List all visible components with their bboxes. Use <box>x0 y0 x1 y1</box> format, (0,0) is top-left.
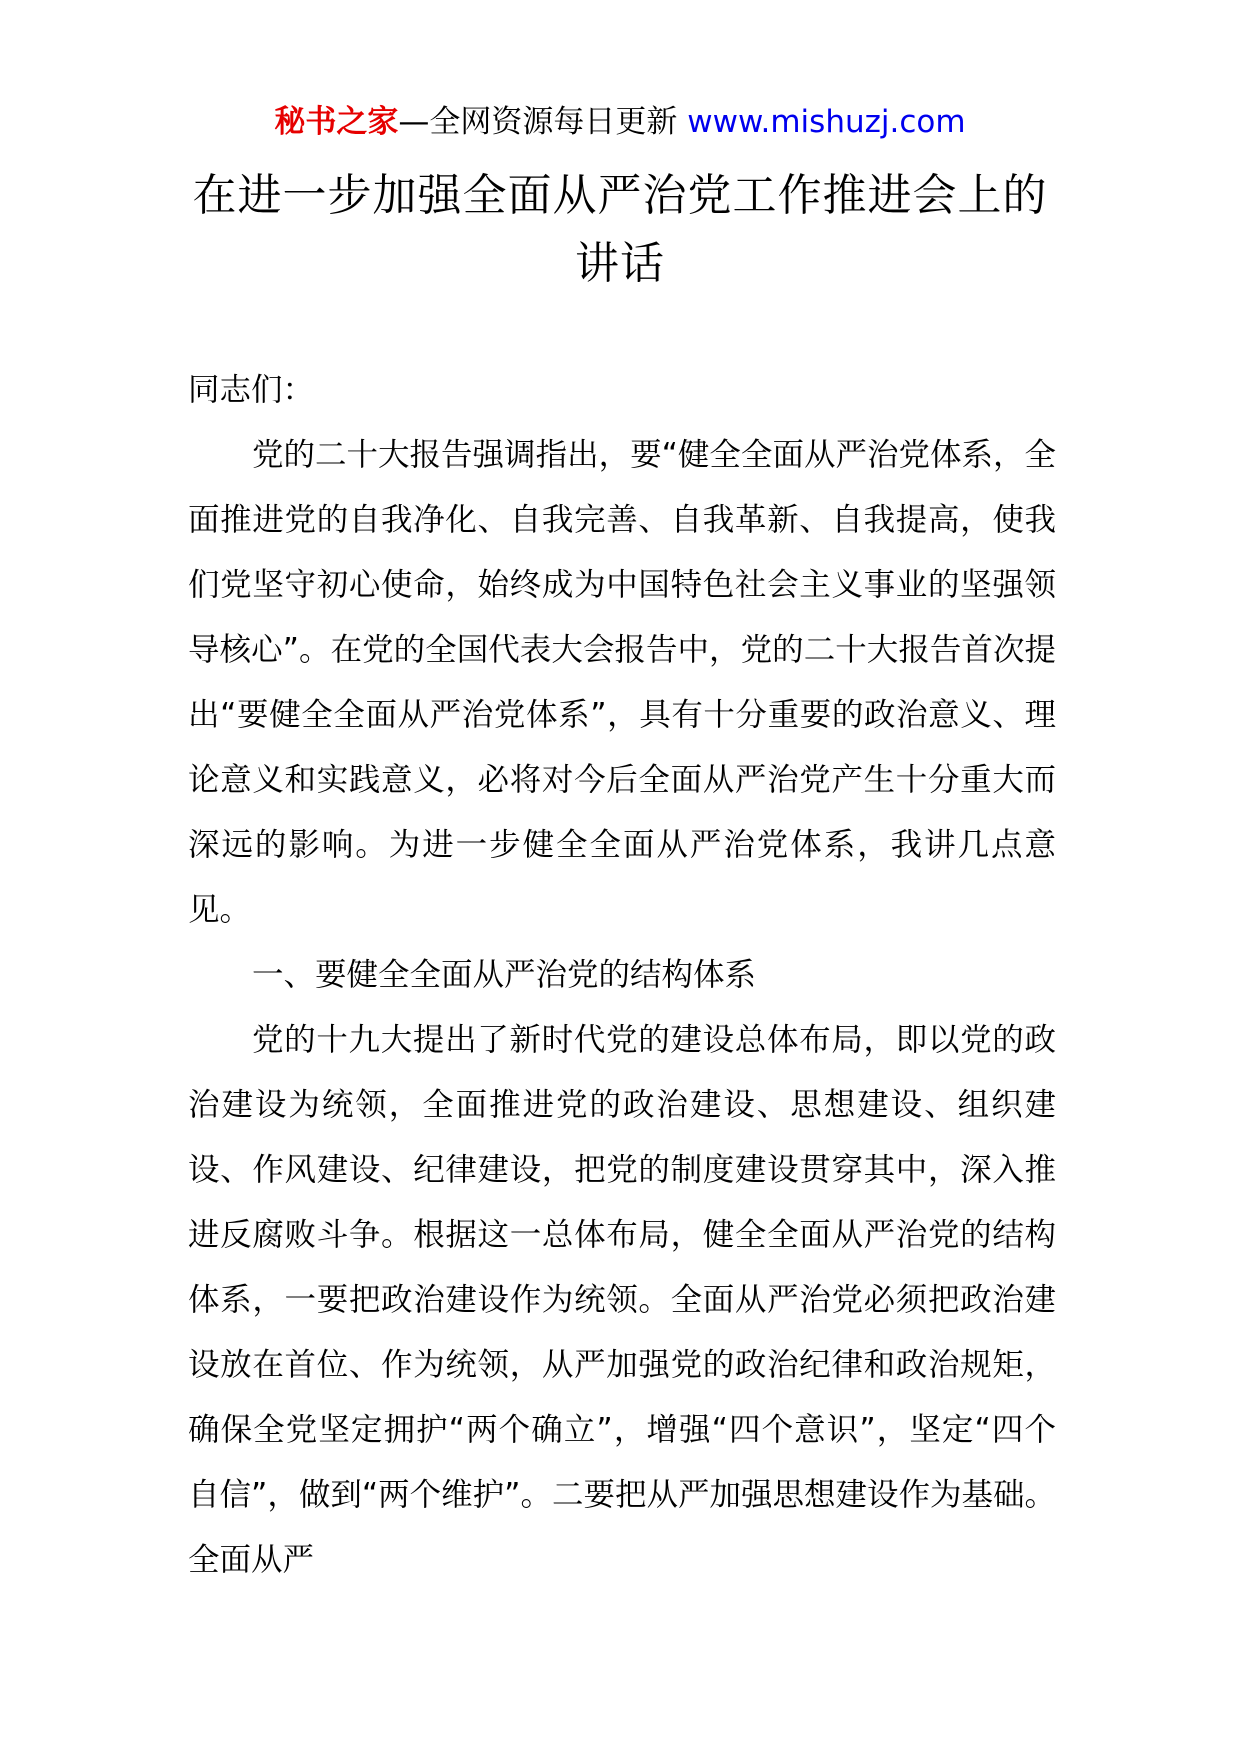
section-heading-1: 一、要健全全面从严治党的结构体系 <box>252 957 757 993</box>
paragraph-intro: 党的二十大报告强调指出，要“健全全面从严治党体系，全面推进党的自我净化、自我完善、自我革新、自我提高，使我们党坚守初心使命，始终成为中国特色社会主义事业的坚强领导核心”。在党的全国代表大会报告中，党的二十大报告首次提出“要健全全面从严治党体系”，具有十分重要的政治意义、理论意义和实践意义，必将对今后全面从严治党产生十分重大而深远的影响。为进一步健全全面从严治党体系，我讲几点意见。 <box>188 437 1056 928</box>
paragraph-section-1: 党的十九大提出了新时代党的建设总体布局，即以党的政治建设为统领，全面推进党的政治建设、思想建设、组织建设、作风建设、纪律建设，把党的制度建设贯穿其中，深入推进反腐败斗争。根据这一总体布局，健全全面从严治党的结构体系，一要把政治建设作为统领。全面从严治党必须把政治建设放在首位、作为统领，从严加强党的政治纪律和政治规矩，确保全党坚定拥护“两个确立”，增强“四个意识”，坚定“四个自信”，做到“两个维护”。二要把从严加强思想建设作为基础。全面从严 <box>188 1022 1056 1578</box>
site-tagline: —全网资源每日更新 <box>398 104 688 140</box>
site-watermark-header <box>0 100 1240 144</box>
document-title: 在进一步加强全面从严治党工作推进会上的讲话 <box>192 170 1048 289</box>
site-brand: 秘书之家 <box>274 104 399 140</box>
document-body <box>188 358 1056 1593</box>
site-url-link[interactable]: www.mishuzj.com <box>687 104 966 140</box>
salutation: 同志们： <box>188 372 315 408</box>
